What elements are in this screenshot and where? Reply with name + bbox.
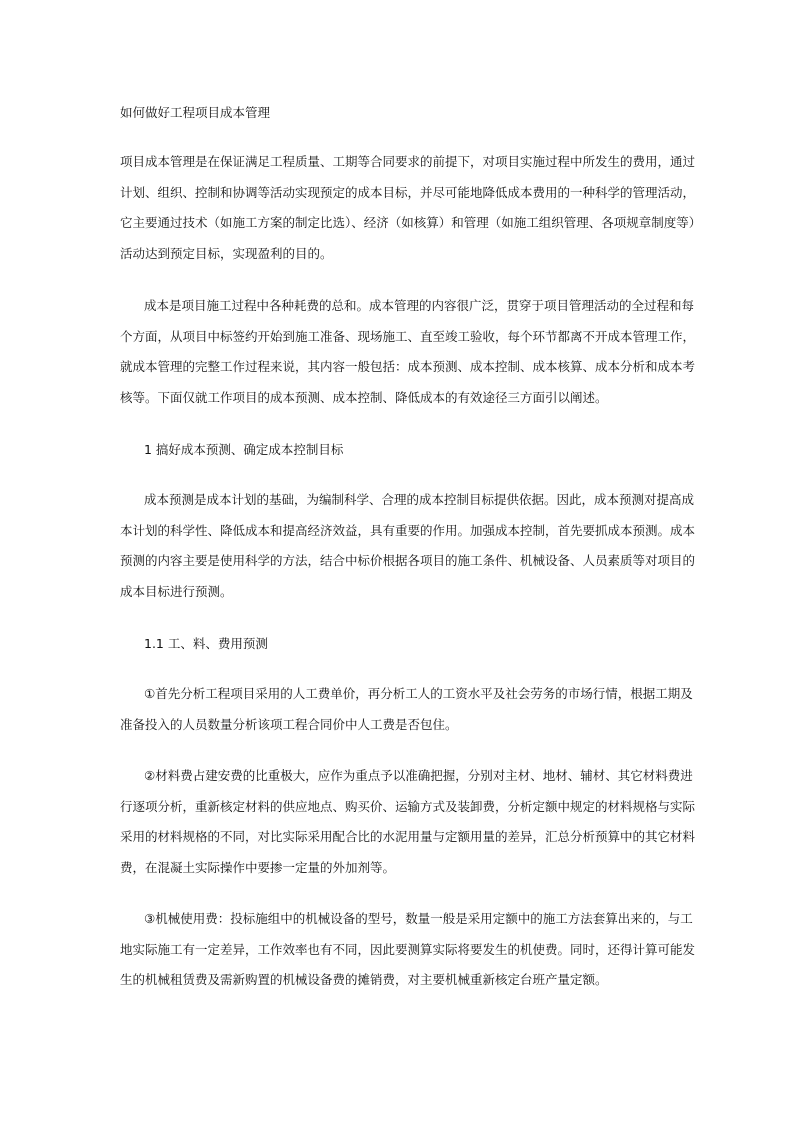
text-line: 项目成本管理是在保证满足工程质量、工期等合同要求的前提下，对项目实施过程中所发生的费用，通过	[120, 154, 696, 169]
section-heading-1: 1 搞好成本预测、确定成本控制目标	[144, 442, 344, 457]
text-line: 活动达到预定目标，实现盈利的目的。	[120, 245, 333, 261]
paragraph-labor-cost	[120, 679, 693, 740]
paragraph-machinery-cost	[120, 904, 696, 996]
text-line: 采用的材料规格的不同，对比实际采用配合比的水泥用量与定额用量的差异，汇总分析预算中的其它材料	[120, 829, 696, 844]
text-line: 预测的内容主要是使用科学的方法，结合中标价根据各项目的施工条件、机械设备、人员素质等对项目的	[120, 553, 696, 568]
paragraph-definition	[120, 147, 702, 269]
text-line: 成本目标进行预测。	[120, 583, 233, 599]
text-line: 个方面，从项目中标签约开始到施工准备、现场施工、直至竣工验收，每个环节都离不开成本管理工作，	[120, 328, 696, 344]
text-line: 生的机械租赁费及需新购置的机械设备费的摊销费，对主要机械重新核定台班产量定额。	[120, 972, 608, 987]
section-heading-1-1: 1.1 工、料、费用预测	[144, 636, 268, 651]
text-line: 成本预测是成本计划的基础，为编制科学、合理的成本控制目标提供依据。因此，成本预测对提高成	[144, 492, 695, 507]
text-line: 地实际施工有一定差异，工作效率也有不同，因此要测算实际将要发生的机使费。同时，还得计算可能发	[120, 941, 696, 957]
text-line: 它主要通过技术（如施工方案的制定比选）、经济（如核算）和管理（如施工组织管理、各项规章制度等）	[120, 215, 702, 230]
text-line: 行逐项分析，重新核定材料的供应地点、购买价、运输方式及装卸费，分析定额中规定的材料规格与实际	[120, 798, 696, 814]
text-line: 费，在混凝土实际操作中要掺一定量的外加剂等。	[120, 859, 396, 875]
paragraph-cost-forecast	[120, 485, 696, 607]
text-line: 就成本管理的完整工作过程来说，其内容一般包括：成本预测、成本控制、成本核算、成本分析和成本考	[120, 359, 696, 374]
paragraph-cost-overview	[120, 291, 696, 413]
text-line: ①首先分析工程项目采用的人工费单价，再分析工人的工资水平及社会劳务的市场行情，根据工期及	[144, 686, 693, 701]
text-line: 核等。下面仅就工作项目的成本预测、成本控制、降低成本的有效途径三方面引以阐述。	[120, 389, 608, 405]
text-line: 本计划的科学性、降低成本和提高经济效益，具有重要的作用。加强成本控制，首先要抓成本预测。成本	[120, 522, 696, 538]
text-line: 成本是项目施工过程中各种耗费的总和。成本管理的内容很广泛，贯穿于项目管理活动的全过程和每	[144, 298, 695, 313]
text-line: 计划、组织、控制和协调等活动实现预定的成本目标，并尽可能地降低成本费用的一种科学的管理活动，	[120, 184, 696, 200]
paragraph-material-cost	[120, 761, 696, 883]
text-line: 准备投入的人员数量分析该项工程合同价中人工费是否包住。	[120, 716, 458, 732]
document-title: 如何做好工程项目成本管理	[120, 105, 271, 120]
text-line: ③机械使用费：投标施组中的机械设备的型号，数量一般是采用定额中的施工方法套算出来的，与工	[144, 911, 693, 926]
text-line: ②材料费占建安费的比重极大，应作为重点予以准确把握，分别对主材、地材、辅材、其它材料费进	[144, 768, 693, 783]
